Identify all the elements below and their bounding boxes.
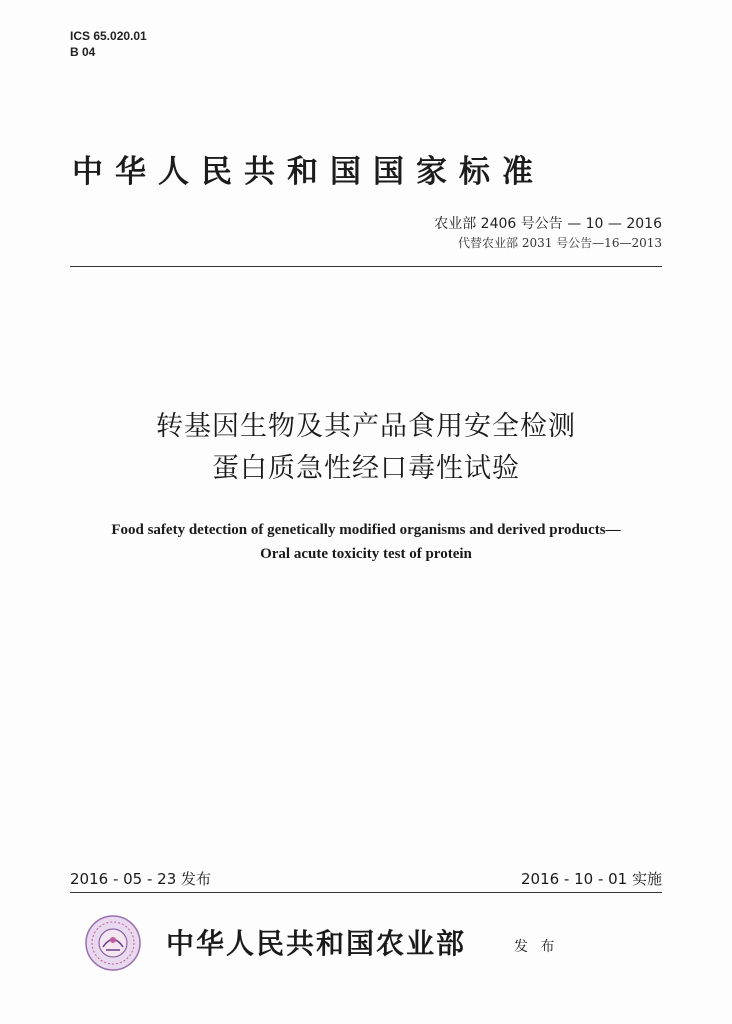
standard-number: 农业部 2406 号公告 — 10 — 2016 bbox=[434, 216, 662, 232]
chinese-title-line-2: 蛋白质急性经口毒性试验 bbox=[212, 453, 520, 484]
chinese-title-line-1: 转基因生物及其产品食用安全检测 bbox=[156, 411, 576, 442]
standard-numbers bbox=[434, 214, 662, 252]
ministry-seal-icon bbox=[84, 914, 142, 972]
replaces-standard: 代替农业部 2031 号公告—16—2013 bbox=[458, 236, 662, 250]
english-title bbox=[0, 518, 732, 566]
english-title-line-2: Oral acute toxicity test of protein bbox=[260, 546, 472, 562]
english-title-line-1: Food safety detection of genetically modified organisms and derived products— bbox=[111, 522, 621, 538]
ics-code: ICS 65.020.01 bbox=[70, 29, 147, 43]
chinese-title bbox=[0, 406, 732, 490]
issuing-ministry: 中华人民共和国农业部 bbox=[166, 927, 467, 960]
implementation-date: 2016 - 10 - 01 实施 bbox=[520, 870, 662, 888]
publish-label: 发 布 bbox=[514, 939, 559, 955]
classification-codes bbox=[70, 28, 147, 60]
national-standard-title: 中华人民共和国国家标准 bbox=[72, 154, 545, 190]
ccs-code: B 04 bbox=[70, 45, 96, 59]
header-divider bbox=[70, 266, 662, 267]
footer-divider bbox=[70, 892, 662, 893]
issue-date: 2016 - 05 - 23 发布 bbox=[70, 870, 212, 888]
